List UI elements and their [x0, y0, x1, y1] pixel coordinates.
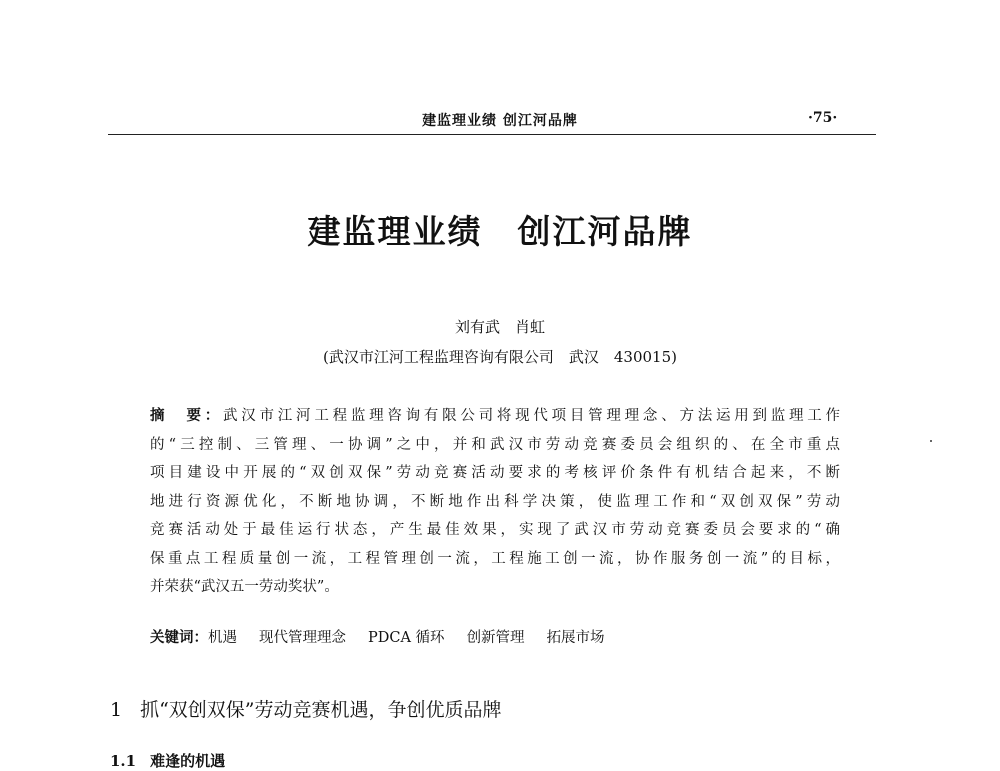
authors: 刘有武 肖虹 — [454, 318, 545, 336]
abstract-line: 并荣获“武汉五一劳动奖状”。 — [150, 579, 339, 595]
header-rule — [108, 134, 876, 135]
abstract-line: 竞赛活动处于最佳运行状态，产生最佳效果，实现了武汉市劳动竞赛委员会要求的“确 — [150, 522, 840, 538]
scan-speck — [930, 440, 932, 442]
abstract-line: 保重点工程质量创一流，工程管理创一流，工程施工创一流，协作服务创一流”的目标， — [150, 550, 840, 567]
keyword-item: 机遇 — [208, 630, 237, 646]
abstract-line: 的“三控制、三管理、一协调”之中，并和武汉市劳动竞赛委员会组织的、在全市重点 — [150, 436, 840, 453]
keywords — [150, 626, 627, 647]
keyword-item: 创新管理 — [466, 630, 525, 646]
keyword-item: PDCA 循环 — [368, 630, 445, 646]
abstract-line: 地进行资源优化，不断地协调，不断地作出科学决策，使监理工作和“双创双保”劳动 — [150, 493, 840, 510]
abstract-line: 项目建设中开展的“双创双保”劳动竞赛活动要求的考核评价条件有机结合起来，不断 — [150, 465, 840, 481]
abstract-line — [150, 402, 840, 431]
abstract — [150, 402, 840, 602]
subsection-title: 难逢的机遇 — [150, 752, 226, 770]
abstract-label: 摘 要： — [150, 407, 224, 424]
affiliation: (武汉市江河工程监理咨询有限公司 武汉 430015) — [323, 348, 677, 366]
keywords-label: 关键词： — [150, 629, 208, 646]
abstract-text: 武汉市江河工程监理咨询有限公司将现代项目管理理念、方法运用到监理工作 — [223, 408, 841, 424]
subsection-heading — [110, 750, 225, 771]
article-title: 建监理业绩 创江河品牌 — [307, 212, 693, 251]
section-heading — [110, 695, 502, 722]
section-number: 1 — [110, 699, 123, 721]
subsection-number: 1.1 — [110, 752, 137, 770]
section-title: 抓“双创双保”劳动竞赛机遇，争创优质品牌 — [140, 699, 502, 721]
page-number: ·75· — [808, 110, 838, 126]
keyword-item: 现代管理理念 — [259, 630, 346, 646]
running-header-title: 建监理业绩 创江河品牌 — [422, 113, 578, 129]
keyword-item: 拓展市场 — [546, 630, 605, 646]
